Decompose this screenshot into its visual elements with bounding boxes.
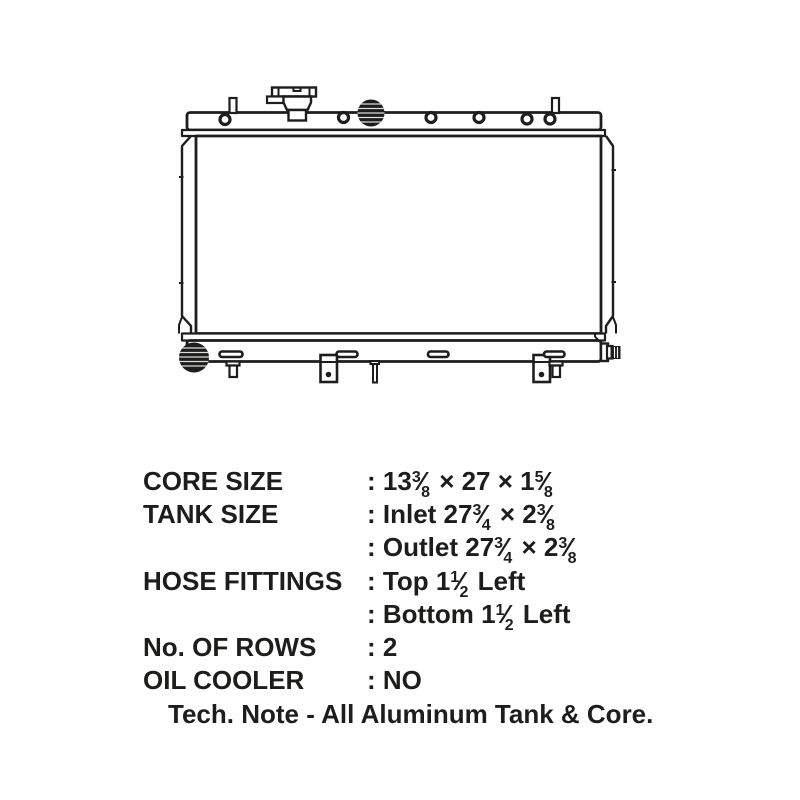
mounting-pegs <box>227 362 563 378</box>
spec-table <box>143 468 653 734</box>
spec-value: : Top $1^1⁄_2$ Left <box>367 565 526 601</box>
spec-label: HOSE FITTINGS <box>143 565 343 596</box>
mounting-bracket-left <box>321 355 338 382</box>
mounting-bracket-right <box>534 355 551 382</box>
spec-row-core-size <box>143 468 653 501</box>
left-pin <box>230 98 237 113</box>
center-pin <box>371 361 380 383</box>
spec-value: : Inlet $27^3⁄_4$ × $2^3⁄_8$ <box>367 499 555 535</box>
spec-row-hose-fittings-bottom <box>143 598 653 634</box>
spec-row-tank-size-inlet <box>143 501 653 534</box>
spec-value: : Bottom $1^1⁄_2$ Left <box>367 598 571 634</box>
spec-label: CORE SIZE <box>143 466 284 496</box>
spec-row-oil-cooler <box>143 667 653 700</box>
spec-label: OIL COOLER <box>143 665 305 696</box>
spec-value: : $13^3⁄_8 \times 27$ × $1^5⁄_8$ <box>367 466 553 501</box>
top-tank <box>187 113 601 131</box>
radiator-core <box>196 136 601 334</box>
spec-row-rows <box>143 631 653 667</box>
right-pin <box>552 98 559 113</box>
spec-row-tank-size-outlet <box>143 534 653 567</box>
spec-label: TANK SIZE <box>143 499 279 530</box>
spec-label: No. OF ROWS <box>143 631 317 662</box>
spec-value: : NO <box>367 665 422 696</box>
filler-neck <box>284 97 312 111</box>
tech-note: Tech. Note - All Aluminum Tank & Core. <box>168 699 654 730</box>
spec-value: : 2 <box>367 631 398 662</box>
spec-value: : Outlet $27^3⁄_4$ × $2^3⁄_8$ <box>367 532 577 568</box>
spec-row-hose-fittings-top <box>143 565 653 601</box>
